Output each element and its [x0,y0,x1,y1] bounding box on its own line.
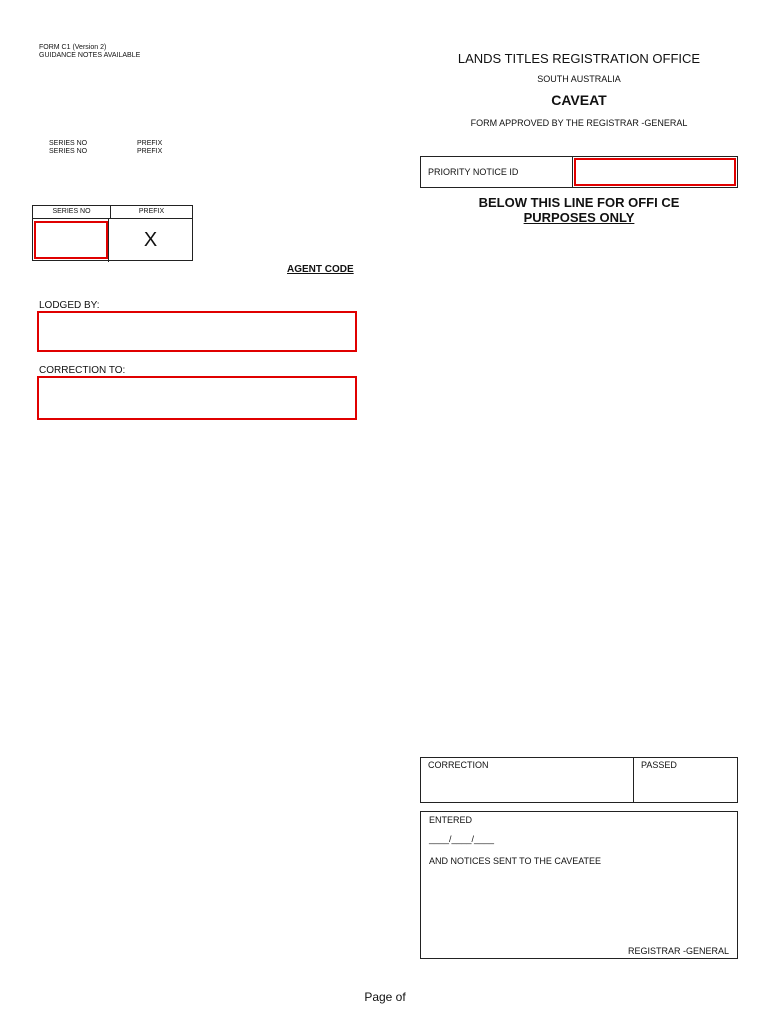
office-use-line1: BELOW THIS LINE FOR OFFI CE [478,195,680,210]
form-title: CAVEAT [551,92,607,108]
office-use-heading [420,195,738,225]
state-label: SOUTH AUSTRALIA [537,74,621,84]
guidance-notes: GUIDANCE NOTES AVAILABLE [39,52,141,59]
series-no-input[interactable] [34,221,108,259]
entered-box [420,811,738,959]
lodged-by-input[interactable] [37,311,357,352]
office-title: LANDS TITLES REGISTRATION OFFICE [457,51,701,66]
prefix-label: PREFIX [137,148,163,155]
prefix-label: PREFIX [137,140,163,147]
entered-label: ENTERED [429,815,473,825]
series-no-header: SERIES NO [33,206,111,218]
form-version: FORM C1 (Version 2) [39,44,107,51]
series-labels [49,140,189,156]
agent-code-label: AGENT CODE [287,264,354,275]
form-identifier [39,44,140,60]
prefix-header: PREFIX [138,208,165,215]
prefix-value: X [108,219,192,262]
series-no-label: SERIES NO [49,140,88,147]
series-table-header [33,206,192,219]
priority-notice-input[interactable] [574,158,736,186]
approval-note: FORM APPROVED BY THE REGISTRAR -GENERAL [470,118,688,128]
correction-to-label: CORRECTION TO: [39,365,126,376]
correction-to-input[interactable] [37,376,357,420]
priority-notice-row [420,156,738,188]
series-label-row [49,148,189,156]
series-table-body [33,219,192,262]
series-no-label: SERIES NO [49,148,88,155]
series-prefix-table [32,205,193,261]
priority-notice-label: PRIORITY NOTICE ID [421,157,573,187]
registrar-general-label: REGISTRAR -GENERAL [627,946,729,956]
page-number: Page of [364,990,406,1004]
office-use-line2: PURPOSES ONLY [523,210,635,225]
correction-cell: CORRECTION [421,758,634,802]
lodged-by-label: LODGED BY: [39,300,100,311]
entered-date-blank: ____/____/____ [429,834,495,844]
correction-passed-table [420,757,738,803]
notices-sent-label: AND NOTICES SENT TO THE CAVEATEE [429,856,602,866]
passed-cell: PASSED [641,760,677,770]
series-label-row [49,140,189,148]
